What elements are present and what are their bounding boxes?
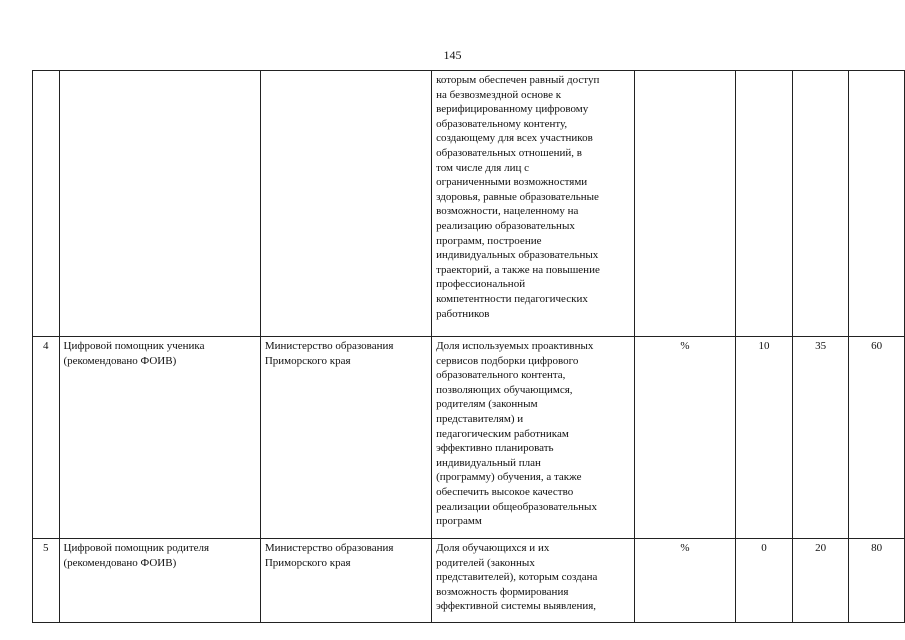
project-name: Цифровой помощник ученика (рекомендовано ФОИВ) [59, 337, 260, 539]
value-3: 80 [849, 539, 905, 623]
value-3: 60 [849, 337, 905, 539]
value-2 [792, 71, 849, 337]
unit [634, 71, 736, 337]
project-name [59, 71, 260, 337]
row-number: 4 [33, 337, 60, 539]
table-row [33, 71, 905, 337]
unit: % [634, 337, 736, 539]
indicators-table [32, 70, 905, 623]
indicator-description: Доля обучающихся и их родителей (законных представителей), которым создана возможность формирования эффективной системы выявления, [432, 539, 634, 623]
value-1: 10 [736, 337, 793, 539]
indicator-description: которым обеспечен равный доступ на безвозмездной основе к верифицированному цифровому образовательному контенту, создающему для всех участников образовательных отношений, в том числе для лиц с ограниченными возможностями здоровья, равные образовательные возможности, нацеленному на реализацию образовательных программ, построение индивидуальных образовательных траекторий, а также на повышение профессиональной компетентности педагогических работников [432, 71, 634, 337]
page-number: 145 [443, 48, 462, 62]
indicator-description: Доля используемых проактивных сервисов подборки цифрового образовательного контента, позволяющих обучающимся, родителям (законным представителям) и педагогическим работникам эффективно планировать индивидуальный план (программу) обучения, а также обеспечить высокое качество реализации общеобразовательных программ [432, 337, 634, 539]
table-row [33, 539, 905, 623]
responsible-org: Министерство образования Приморского края [260, 539, 431, 623]
unit: % [634, 539, 736, 623]
value-2: 35 [792, 337, 849, 539]
responsible-org [260, 71, 431, 337]
value-3 [849, 71, 905, 337]
project-name: Цифровой помощник родителя (рекомендовано ФОИВ) [59, 539, 260, 623]
value-2: 20 [792, 539, 849, 623]
value-1: 0 [736, 539, 793, 623]
responsible-org: Министерство образования Приморского края [260, 337, 431, 539]
row-number: 5 [33, 539, 60, 623]
row-number [33, 71, 60, 337]
table-row [33, 337, 905, 539]
value-1 [736, 71, 793, 337]
